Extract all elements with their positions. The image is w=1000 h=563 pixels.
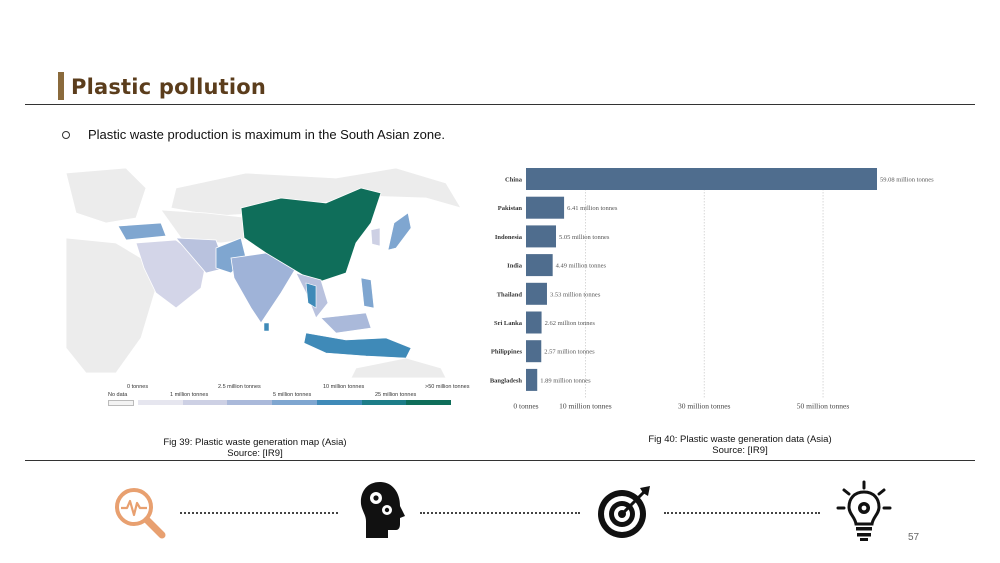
target-icon [596, 484, 652, 540]
category-label: Bangladesh [489, 377, 522, 385]
value-label: 6.41 million tonnes [567, 205, 618, 213]
connector-dots [664, 512, 820, 514]
legend-no-data-label: No data [108, 392, 128, 398]
legend-color-swatch [183, 400, 228, 405]
x-tick-label: 50 million tonnes [796, 401, 850, 411]
legend-no-data-swatch [108, 400, 134, 406]
title-accent-bar [58, 72, 64, 100]
connector-dots [420, 512, 580, 514]
map-caption-source: Source: [IR9] [227, 448, 283, 459]
x-tick-label: 10 million tonnes [559, 401, 612, 411]
slide-title: Plastic pollution [71, 75, 267, 99]
bullet-marker [62, 131, 70, 139]
value-label: 2.57 million tonnes [544, 348, 595, 356]
chart-caption-title: Fig 40: Plastic waste generation data (Asia) [648, 434, 832, 445]
bar [526, 197, 564, 219]
map-region-korea [371, 228, 380, 246]
map-caption [130, 437, 380, 459]
legend-lower-label: 25 million tonnes [375, 392, 417, 398]
legend-lower-label: 1 million tonnes [170, 392, 209, 398]
legend-color-scale [138, 400, 451, 405]
value-label: 3.53 million tonnes [549, 291, 601, 299]
category-label: Sri Lanka [494, 320, 522, 327]
map-caption-title: Fig 39: Plastic waste generation map (Asia) [163, 437, 347, 448]
bar [526, 283, 547, 305]
category-label: Thailand [496, 291, 522, 299]
map-region-australia [351, 358, 446, 378]
map-region-malaysia [321, 313, 371, 333]
title-divider [25, 104, 975, 105]
map-legend [108, 384, 470, 408]
legend-color-swatch [138, 400, 183, 405]
page-number: 57 [908, 532, 920, 543]
map-region-sri-lanka [264, 323, 269, 331]
x-tick-label: 30 million tonnes [677, 401, 731, 411]
map-region-europe [66, 168, 146, 223]
bar [526, 340, 541, 362]
category-label: Indonesia [494, 233, 522, 241]
footer-divider [25, 460, 975, 461]
category-label: India [507, 262, 522, 270]
legend-upper-label: 2.5 million tonnes [218, 384, 261, 390]
legend-color-swatch [317, 400, 362, 405]
value-label: 59.08 million tonnes [880, 176, 934, 184]
bar [526, 254, 553, 276]
category-label: China [505, 176, 522, 184]
category-label: Pakistan [497, 205, 522, 213]
legend-lower-label: 5 million tonnes [273, 392, 312, 398]
legend-color-swatch [406, 400, 451, 405]
value-label: 1.89 million tonnes [540, 377, 591, 385]
bar-chart-svg [480, 160, 960, 415]
legend-color-swatch [272, 400, 317, 405]
chart-caption-source: Source: [IR9] [712, 445, 768, 456]
legend-color-swatch [362, 400, 407, 405]
map-region-philippines [361, 278, 374, 308]
head-gears-icon [358, 480, 408, 540]
bullet-text: Plastic waste production is maximum in the South Asian zone. [88, 127, 445, 142]
map-region-japan [388, 213, 411, 250]
legend-color-swatch [227, 400, 272, 405]
map-region-indonesia [304, 333, 411, 358]
bar [526, 168, 877, 190]
legend-upper-label: >50 million tonnes [425, 384, 470, 390]
asia-waste-map [66, 168, 466, 378]
bar [526, 225, 556, 247]
connector-dots [180, 512, 338, 514]
waste-bar-chart [480, 160, 960, 415]
legend-upper-label: 0 tonnes [127, 384, 149, 390]
value-label: 2.62 million tonnes [544, 320, 595, 327]
value-label: 5.05 million tonnes [559, 233, 610, 241]
map-region-thailand [306, 283, 316, 308]
value-label: 4.49 million tonnes [555, 262, 607, 270]
chart-caption [615, 434, 865, 456]
lightbulb-gear-icon [836, 480, 892, 542]
bar [526, 369, 537, 391]
map-region-turkey [118, 223, 166, 240]
legend-upper-label: 10 million tonnes [323, 384, 365, 390]
analytics-magnifier-icon [110, 483, 170, 541]
bar [526, 312, 542, 334]
x-tick-label: 0 tonnes [513, 401, 539, 411]
category-label: Philippines [490, 348, 522, 356]
